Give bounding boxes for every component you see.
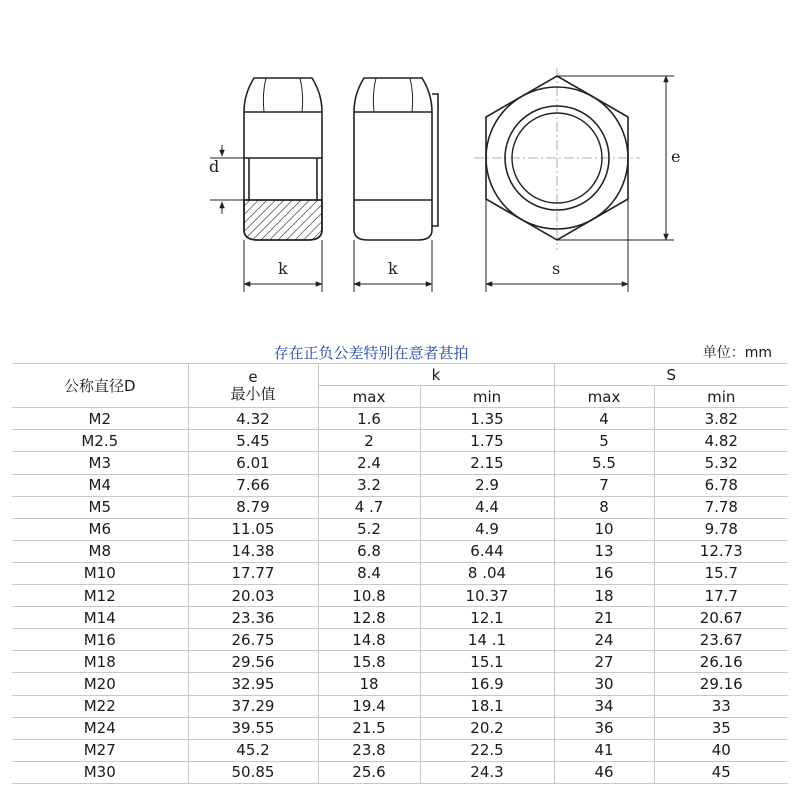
header-e-sub: 最小值 <box>230 384 276 403</box>
nominal-cell: M3 <box>12 452 188 474</box>
e-min-cell: 50.85 <box>188 761 318 783</box>
nominal-cell: M16 <box>12 629 188 651</box>
k-min-cell: 18.1 <box>420 695 554 717</box>
header-k-min: min <box>420 386 554 408</box>
k-min-cell: 14 .1 <box>420 629 554 651</box>
s-label: s <box>552 259 561 278</box>
e-min-cell: 20.03 <box>188 585 318 607</box>
k-min-cell: 2.15 <box>420 452 554 474</box>
nominal-cell: M8 <box>12 540 188 562</box>
s-max-cell: 46 <box>554 761 654 783</box>
table-row <box>12 540 788 562</box>
table-row <box>12 452 788 474</box>
table-row <box>12 695 788 717</box>
table-row <box>12 629 788 651</box>
d-dimension <box>210 145 244 214</box>
k-max-cell: 14.8 <box>318 629 420 651</box>
s-max-cell: 34 <box>554 695 654 717</box>
top-view <box>474 68 640 250</box>
header-s-max: max <box>554 386 654 408</box>
s-min-cell: 15.7 <box>654 562 788 584</box>
e-min-cell: 29.56 <box>188 651 318 673</box>
nominal-cell: M6 <box>12 518 188 540</box>
k-max-cell: 3.2 <box>318 474 420 496</box>
s-max-cell: 8 <box>554 496 654 518</box>
k-max-cell: 1.6 <box>318 408 420 430</box>
k-min-cell: 1.35 <box>420 408 554 430</box>
e-label: e <box>671 147 681 166</box>
table-title-row <box>12 342 788 364</box>
s-min-cell: 20.67 <box>654 607 788 629</box>
k-min-cell: 6.44 <box>420 540 554 562</box>
k-min-cell: 4.4 <box>420 496 554 518</box>
nominal-cell: M24 <box>12 717 188 739</box>
s-max-cell: 18 <box>554 585 654 607</box>
header-row-top <box>12 364 788 386</box>
k-max-cell: 2.4 <box>318 452 420 474</box>
d-label: d <box>209 157 220 176</box>
header-e <box>188 364 318 408</box>
header-k-max: max <box>318 386 420 408</box>
nominal-cell: M14 <box>12 607 188 629</box>
table-row <box>12 651 788 673</box>
table-row <box>12 430 788 452</box>
s-min-cell: 12.73 <box>654 540 788 562</box>
header-e-label: e <box>248 367 258 386</box>
table-body <box>12 408 788 784</box>
e-min-cell: 8.79 <box>188 496 318 518</box>
s-min-cell: 7.78 <box>654 496 788 518</box>
k-middle-label: k <box>388 259 398 278</box>
s-min-cell: 33 <box>654 695 788 717</box>
table-row <box>12 518 788 540</box>
table-row <box>12 496 788 518</box>
k-max-cell: 25.6 <box>318 761 420 783</box>
side-section-view <box>244 78 322 240</box>
k-max-cell: 15.8 <box>318 651 420 673</box>
s-min-cell: 17.7 <box>654 585 788 607</box>
e-min-cell: 4.32 <box>188 408 318 430</box>
table-row <box>12 562 788 584</box>
hex-nut-drawing <box>0 0 800 330</box>
k-max-cell: 5.2 <box>318 518 420 540</box>
k-min-cell: 10.37 <box>420 585 554 607</box>
unit-label: 单位：mm <box>654 342 788 364</box>
s-max-cell: 10 <box>554 518 654 540</box>
nominal-cell: M2.5 <box>12 430 188 452</box>
k-max-cell: 4 .7 <box>318 496 420 518</box>
header-k: k <box>318 364 554 386</box>
nut-dimension-table <box>12 342 788 784</box>
s-min-cell: 5.32 <box>654 452 788 474</box>
nominal-cell: M2 <box>12 408 188 430</box>
k-min-cell: 15.1 <box>420 651 554 673</box>
table-title: 存在正负公差特别在意者甚拍 <box>188 342 554 364</box>
k-max-cell: 23.8 <box>318 739 420 761</box>
s-max-cell: 13 <box>554 540 654 562</box>
k-max-cell: 2 <box>318 430 420 452</box>
nominal-cell: M4 <box>12 474 188 496</box>
e-min-cell: 11.05 <box>188 518 318 540</box>
nominal-cell: M30 <box>12 761 188 783</box>
s-min-cell: 4.82 <box>654 430 788 452</box>
k-max-cell: 8.4 <box>318 562 420 584</box>
s-max-cell: 27 <box>554 651 654 673</box>
s-max-cell: 41 <box>554 739 654 761</box>
k-min-cell: 8 .04 <box>420 562 554 584</box>
header-s-min: min <box>654 386 788 408</box>
s-max-cell: 24 <box>554 629 654 651</box>
s-min-cell: 45 <box>654 761 788 783</box>
k-max-cell: 12.8 <box>318 607 420 629</box>
k-min-cell: 16.9 <box>420 673 554 695</box>
e-min-cell: 39.55 <box>188 717 318 739</box>
e-min-cell: 6.01 <box>188 452 318 474</box>
nominal-cell: M27 <box>12 739 188 761</box>
s-min-cell: 40 <box>654 739 788 761</box>
s-min-cell: 26.16 <box>654 651 788 673</box>
k-left-label: k <box>278 259 288 278</box>
k-min-cell: 20.2 <box>420 717 554 739</box>
e-min-cell: 32.95 <box>188 673 318 695</box>
s-max-cell: 36 <box>554 717 654 739</box>
k-min-cell: 1.75 <box>420 430 554 452</box>
e-min-cell: 23.36 <box>188 607 318 629</box>
s-min-cell: 9.78 <box>654 518 788 540</box>
s-min-cell: 29.16 <box>654 673 788 695</box>
s-min-cell: 23.67 <box>654 629 788 651</box>
e-min-cell: 5.45 <box>188 430 318 452</box>
k-min-cell: 22.5 <box>420 739 554 761</box>
s-max-cell: 5 <box>554 430 654 452</box>
table-row <box>12 673 788 695</box>
e-dimension <box>557 76 674 240</box>
k-max-cell: 21.5 <box>318 717 420 739</box>
nominal-cell: M20 <box>12 673 188 695</box>
k-min-cell: 24.3 <box>420 761 554 783</box>
table-row <box>12 717 788 739</box>
e-min-cell: 7.66 <box>188 474 318 496</box>
e-min-cell: 26.75 <box>188 629 318 651</box>
s-max-cell: 5.5 <box>554 452 654 474</box>
k-min-cell: 12.1 <box>420 607 554 629</box>
table-row <box>12 474 788 496</box>
e-min-cell: 37.29 <box>188 695 318 717</box>
nominal-cell: M22 <box>12 695 188 717</box>
k-max-cell: 6.8 <box>318 540 420 562</box>
nominal-cell: M5 <box>12 496 188 518</box>
table-row <box>12 585 788 607</box>
e-min-cell: 14.38 <box>188 540 318 562</box>
e-min-cell: 45.2 <box>188 739 318 761</box>
header-nominal: 公称直径D <box>12 364 188 408</box>
table-row <box>12 607 788 629</box>
k-min-cell: 4.9 <box>420 518 554 540</box>
side-elevation-view <box>354 78 438 240</box>
k-max-cell: 19.4 <box>318 695 420 717</box>
e-min-cell: 17.77 <box>188 562 318 584</box>
k-max-cell: 10.8 <box>318 585 420 607</box>
table-row <box>12 761 788 783</box>
s-max-cell: 16 <box>554 562 654 584</box>
nominal-cell: M12 <box>12 585 188 607</box>
k-min-cell: 2.9 <box>420 474 554 496</box>
s-max-cell: 30 <box>554 673 654 695</box>
s-max-cell: 7 <box>554 474 654 496</box>
nominal-cell: M18 <box>12 651 188 673</box>
nominal-cell: M10 <box>12 562 188 584</box>
s-max-cell: 4 <box>554 408 654 430</box>
s-min-cell: 6.78 <box>654 474 788 496</box>
table-row <box>12 739 788 761</box>
s-max-cell: 21 <box>554 607 654 629</box>
table-row <box>12 408 788 430</box>
s-min-cell: 3.82 <box>654 408 788 430</box>
k-max-cell: 18 <box>318 673 420 695</box>
s-min-cell: 35 <box>654 717 788 739</box>
header-s: S <box>554 364 788 386</box>
